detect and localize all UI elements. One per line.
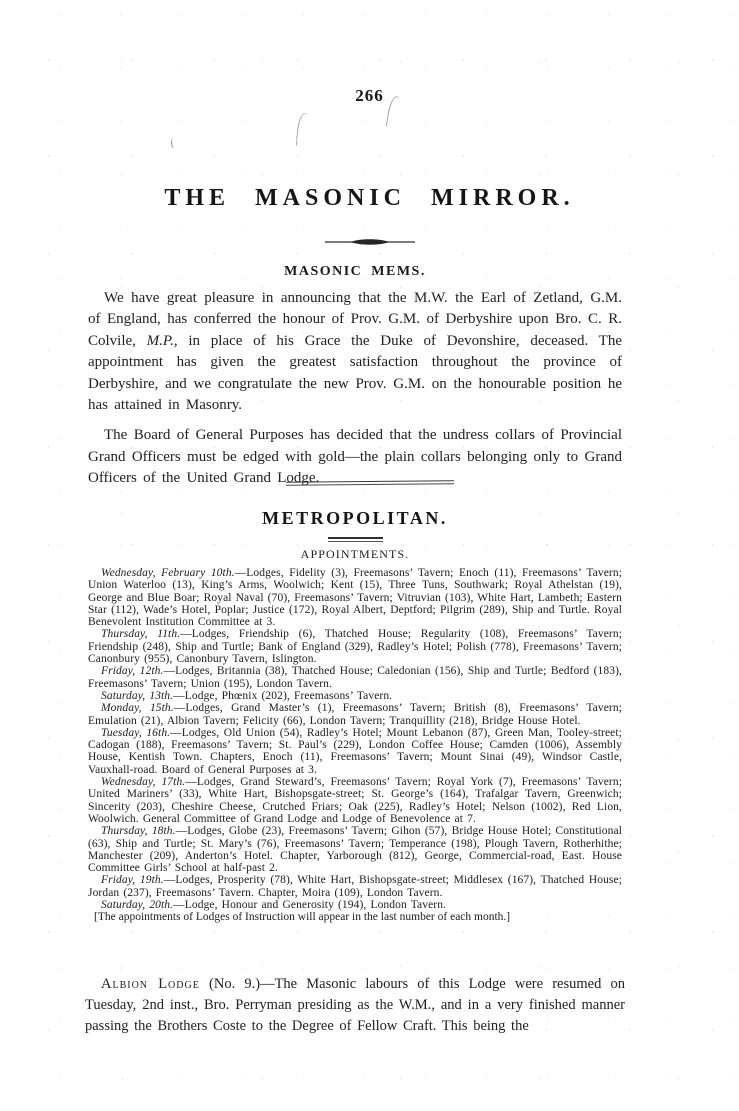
appointment-entry bbox=[88, 702, 622, 727]
appointment-detail: —Lodges, Fidelity (3), Freemasons’ Tavern; Enoch (11), Freemasons’ Tavern; Union Waterloo (13), King’s Arms, Woolwich; Kent (15), Three Tuns, Southwark; Royal Athelstan (19), George and Blue Boar; Royal Naval (70), Freemasons’ Tavern; Vitruvian (103), White Hart, Lambeth; Eastern Star (112), Wade’s Hotel, Poplar; Justice (172), Royal Albert, Deptford; Pilgrim (289), Ship and Turtle. Royal Benevolent Institution Committee at 3. bbox=[88, 567, 622, 629]
appointment-entry bbox=[88, 776, 622, 825]
appointment-date: Friday, 12th. bbox=[101, 665, 164, 678]
appointment-detail: —Lodges, Prosperity (78), White Hart, Bishopsgate-street; Middlesex (167), Thatched House; Jordan (237), Freemasons’ Tavern. Chapter, Moira (109), London Tavern. bbox=[88, 874, 622, 899]
appointment-date: Tuesday, 16th. bbox=[101, 726, 171, 739]
appointment-date: Wednesday, 17th. bbox=[101, 776, 186, 789]
appointment-detail: —Lodges, Grand Master’s (1), Freemasons’ Tavern; British (8), Freemasons’ Tavern; Emulation (21), Albion Tavern; Felicity (66), London Tavern; Tranquillity (218), Bridge House Hotel. bbox=[88, 702, 622, 727]
appointment-date: Friday, 19th. bbox=[101, 874, 164, 887]
appointment-detail: —Lodges, Old Union (54), Radley’s Hotel; Mount Lebanon (87), Green Man, Tooley-street; Cadogan (188), Freemasons’ Tavern; St. Paul’s (229), London Coffee House; Camden (1006), Assembly House, Kentish Town. Chapters, Enoch (11), Freemasons’ Tavern; Mount Sinai (49), Windsor Castle, Vauxhall-road. Board of General Purposes at 3. bbox=[88, 726, 622, 776]
mems-paragraph-announcement bbox=[88, 288, 622, 416]
albion-lodge-report bbox=[85, 974, 625, 1037]
appointment-date: Thursday, 18th. bbox=[101, 825, 176, 838]
appointment-date: Saturday, 20th. bbox=[101, 899, 174, 912]
appointment-detail: —Lodge, Honour and Generosity (194), London Tavern. bbox=[173, 899, 447, 912]
diamond-rule-icon bbox=[325, 237, 415, 247]
masonic-mems-section bbox=[88, 264, 622, 490]
mems-heading: MASONIC MEMS. bbox=[284, 264, 426, 279]
mems-p1-italic-mp: M.P. bbox=[146, 332, 174, 349]
appointment-entry bbox=[88, 874, 622, 899]
appointment-entry bbox=[88, 899, 622, 911]
scan-artifact-mark bbox=[170, 137, 178, 148]
metropolitan-section bbox=[88, 508, 622, 924]
heading-rule bbox=[328, 537, 383, 542]
appointment-entry bbox=[88, 665, 622, 690]
report-lodge-name: Albion Lodge bbox=[101, 976, 200, 992]
appointment-detail: —Lodges, Britannia (38), Thatched House; Caledonian (156), Ship and Turtle; Bedford (183), Freemasons’ Tavern; Union (195), London Tavern. bbox=[88, 665, 622, 690]
metropolitan-heading: METROPOLITAN. bbox=[262, 508, 448, 528]
appointment-date: Saturday, 13th. bbox=[101, 689, 174, 702]
appointment-entry bbox=[88, 690, 622, 702]
mems-p1-text: We have great pleasure in announcing that the M.W. the Earl of Zetland, G.M. of England, has conferred the honour of Prov. G.M. of Derbyshire upon Bro. C. R. Colvile, bbox=[88, 290, 622, 349]
appointment-detail: —Lodges, Friendship (6), Thatched House; Regularity (108), Freemasons’ Tavern; Friendship (248), Ship and Turtle; Bank of England (329), Radley’s Hotel; Polish (778), Freemasons’ Tavern; Canonbury (955), Canonbury Tavern, Islington. bbox=[88, 628, 622, 666]
page-number: 266 bbox=[355, 86, 384, 105]
appointments-list bbox=[88, 567, 622, 924]
appointment-date: Thursday, 11th. bbox=[101, 628, 181, 641]
appointments-subheading: APPOINTMENTS. bbox=[300, 547, 410, 561]
appointment-detail: —Lodge, Phœnix (202), Freemasons’ Tavern. bbox=[173, 689, 393, 702]
scan-artifact-mark bbox=[296, 113, 307, 147]
report-text: (No. 9.)—The Masonic labours of this Lodge were resumed on Tuesday, 2nd inst., Bro. Perryman presiding as the W.M., and in a very finished manner passing the Brothers Coste to the Degree of Fellow Craft. This being the bbox=[85, 976, 625, 1034]
appointment-entry bbox=[88, 628, 622, 665]
appointment-detail: —Lodges, Globe (23), Freemasons’ Tavern; Gihon (57), Bridge House Hotel; Constitutional (63), Ship and Turtle; St. Mary’s (76), Freemasons’ Tavern; Temperance (198), Plough Tavern, Rotherhithe; Manchester (209), Anderton’s Hotel. Chapter, Yarborough (812), George, Commercial-road, East. House Committee Girls’ School at half-past 2. bbox=[88, 825, 622, 875]
appointment-detail: —Lodges, Grand Steward’s, Freemasons’ Tavern; Royal York (7), Freemasons’ Tavern; United Mariners’ (33), White Hart, Bishopsgate-street; St. George’s (164), Trafalgar Tavern, Greenwich; Sincerity (203), Cheshire Cheese, Crutched Friars; Oak (225), Radley’s Hotel; Nelson (1002), Red Lion, Woolwich. General Committee of Grand Lodge and Lodge of Benevolence at 7. bbox=[88, 776, 622, 825]
appointment-date: Wednesday, February 10th. bbox=[101, 567, 235, 579]
instruction-lodges-note: [The appointments of Lodges of Instruction will appear in the last number of each month.] bbox=[94, 911, 511, 924]
page-title: THE MASONIC MIRROR. bbox=[164, 185, 575, 211]
appointment-entry bbox=[88, 825, 622, 874]
appointment-entry bbox=[88, 727, 622, 776]
appointment-entry bbox=[88, 567, 622, 628]
report-paragraph bbox=[85, 974, 625, 1037]
appointment-date: Monday, 15th. bbox=[101, 702, 174, 715]
diamond-rule-ornament bbox=[0, 234, 739, 252]
mems-paragraph-collars: The Board of General Purposes has decided that the undress collars of Provincial Grand Officers must be edged with gold—the plain collars belonging only to Grand Officers of the United Grand Lodge. bbox=[88, 427, 622, 487]
mems-p1-text-continued: , in place of his Grace the Duke of Devonshire, deceased. The appointment has given the greatest satisfaction throughout the province of Derbyshire, and we congratulate the new Prov. G.M. on the honourable position he has attained in Masonry. bbox=[88, 332, 622, 414]
